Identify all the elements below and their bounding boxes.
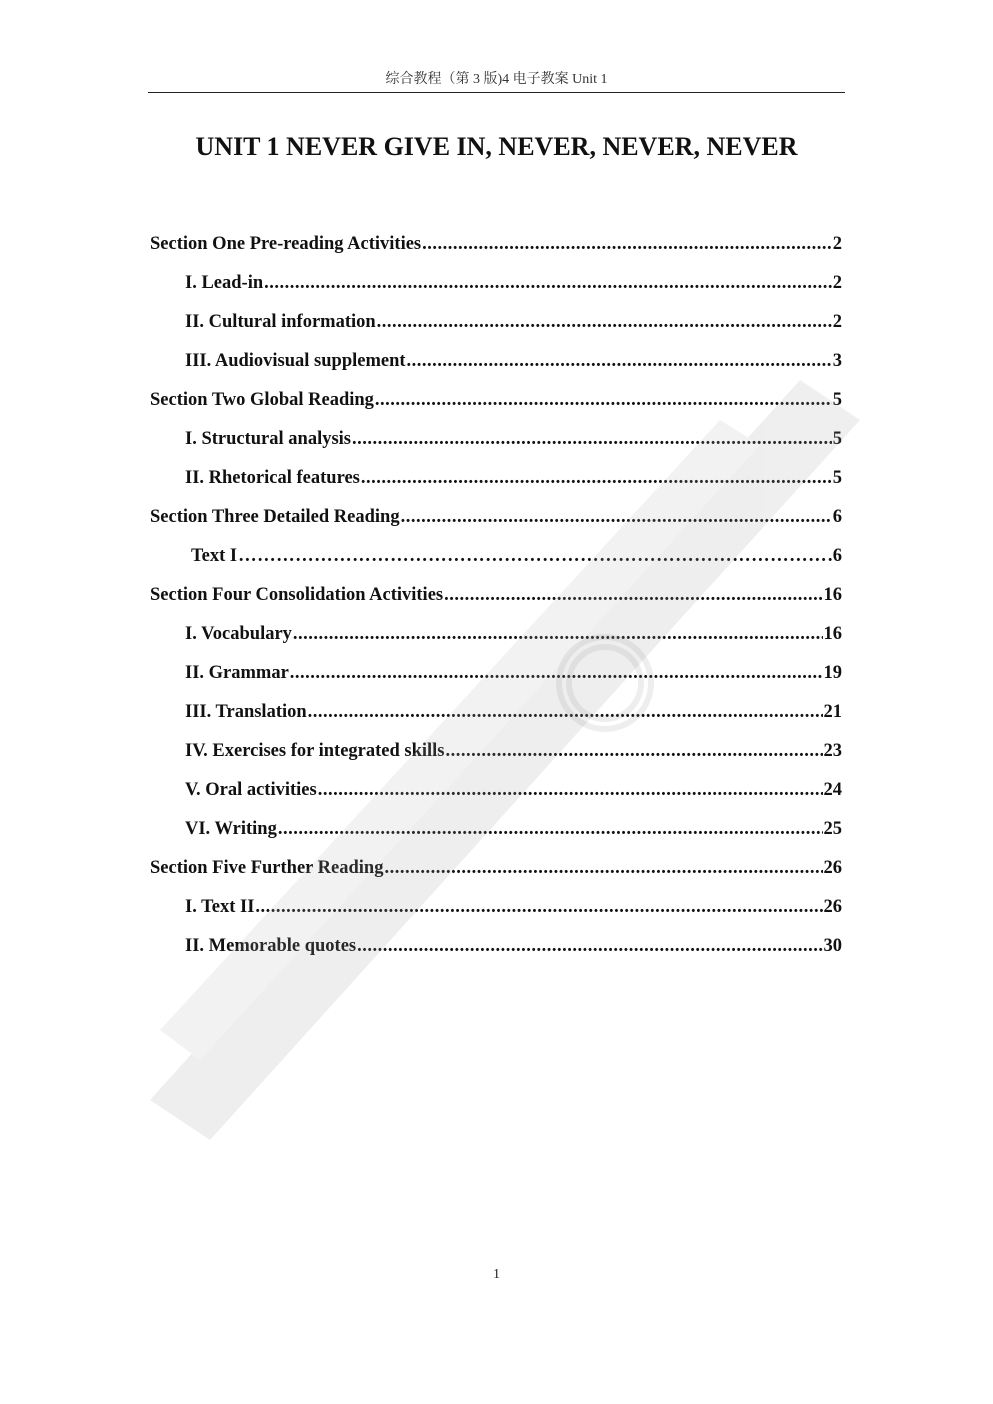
page-number: 1 [493, 1267, 500, 1282]
toc-page-number: 30 [823, 936, 842, 956]
toc-entry-label: III. Translation [185, 702, 307, 722]
toc-entry-label: II. Grammar [185, 663, 289, 683]
toc-entry-rhetorical-features[interactable] [150, 466, 842, 505]
toc-page-number: 2 [832, 273, 842, 293]
toc-dot-leader [407, 349, 832, 373]
toc-dot-leader [357, 934, 822, 958]
toc-dot-leader [361, 466, 832, 490]
toc-entry-label: VI. Writing [185, 819, 277, 839]
toc-entry-label: I. Vocabulary [185, 624, 292, 644]
toc-page-number: 19 [823, 663, 842, 683]
toc-entry-memorable-quotes[interactable] [150, 934, 842, 973]
toc-page-number: 2 [832, 234, 842, 254]
toc-entry-label: I. Text II [185, 897, 255, 917]
toc-entry-section-four[interactable] [150, 583, 842, 622]
toc-entry-section-one[interactable] [150, 232, 842, 271]
toc-page-number: 5 [832, 468, 842, 488]
table-of-contents [150, 232, 842, 973]
toc-dot-leader [290, 661, 823, 685]
toc-entry-integrated-skills[interactable] [150, 739, 842, 778]
unit-title: UNIT 1 NEVER GIVE IN, NEVER, NEVER, NEVER [195, 132, 798, 161]
toc-dot-leader [318, 778, 823, 802]
toc-page-number: 23 [823, 741, 842, 761]
toc-dot-leader [278, 817, 823, 841]
toc-page-number: 25 [823, 819, 842, 839]
toc-entry-section-two[interactable] [150, 388, 842, 427]
toc-dot-leader [308, 700, 823, 724]
toc-entry-label: Section Four Consolidation Activities [150, 585, 444, 605]
toc-page-number: 24 [823, 780, 842, 800]
toc-dot-leader [255, 895, 822, 919]
toc-entry-text-one[interactable] [150, 544, 842, 583]
toc-entry-oral-activities[interactable] [150, 778, 842, 817]
toc-page-number: 5 [832, 390, 842, 410]
toc-page-number: 16 [823, 585, 842, 605]
toc-entry-section-five[interactable] [150, 856, 842, 895]
toc-entry-lead-in[interactable] [150, 271, 842, 310]
toc-page-number: 3 [832, 351, 842, 371]
toc-dot-leader [384, 856, 822, 880]
toc-dot-leader [401, 505, 832, 529]
toc-entry-label: Section One Pre-reading Activities [150, 234, 422, 254]
toc-entry-vocabulary[interactable] [150, 622, 842, 661]
toc-dot-leader [377, 310, 832, 334]
toc-entry-writing[interactable] [150, 817, 842, 856]
toc-entry-label: Section Five Further Reading [150, 858, 384, 878]
toc-page-number: 16 [823, 624, 842, 644]
toc-entry-grammar[interactable] [150, 661, 842, 700]
toc-dot-leader [293, 622, 823, 646]
toc-entry-label: II. Rhetorical features [185, 468, 360, 488]
toc-page-number: 26 [823, 858, 842, 878]
running-header-text: 综合教程（第 3 版)4 电子教案 Unit 1 [385, 72, 608, 87]
toc-entry-section-three[interactable] [150, 505, 842, 544]
toc-entry-label: I. Structural analysis [185, 429, 352, 449]
toc-entry-audiovisual-supplement[interactable] [150, 349, 842, 388]
toc-dot-leader [352, 427, 832, 451]
toc-page-number: 6 [832, 507, 842, 527]
toc-entry-text-two[interactable] [150, 895, 842, 934]
toc-entry-label: Section Two Global Reading [150, 390, 374, 410]
toc-page-number: 6 [832, 546, 842, 566]
toc-dot-leader [444, 583, 822, 607]
toc-entry-label: II. Cultural information [185, 312, 376, 332]
toc-page-number: 21 [823, 702, 842, 722]
toc-dot-leader [422, 232, 832, 256]
toc-page-number: 5 [832, 429, 842, 449]
toc-entry-structural-analysis[interactable] [150, 427, 842, 466]
toc-dot-leader [375, 388, 832, 412]
toc-page-number: 26 [823, 897, 842, 917]
running-header [148, 70, 845, 93]
toc-dot-leader [446, 739, 823, 763]
toc-entry-label: V. Oral activities [185, 780, 317, 800]
toc-page-number: 2 [832, 312, 842, 332]
toc-entry-label: Text I [191, 546, 238, 566]
toc-entry-label: II. Memorable quotes [185, 936, 357, 956]
toc-entry-label: IV. Exercises for integrated skills [185, 741, 445, 761]
toc-entry-label: III. Audiovisual supplement [185, 351, 406, 371]
toc-entry-cultural-information[interactable] [150, 310, 842, 349]
toc-entry-label: Section Three Detailed Reading [150, 507, 400, 527]
toc-entry-label: I. Lead-in [185, 273, 264, 293]
toc-dot-leader [264, 271, 832, 295]
toc-dot-leader [238, 544, 832, 568]
toc-entry-translation[interactable] [150, 700, 842, 739]
